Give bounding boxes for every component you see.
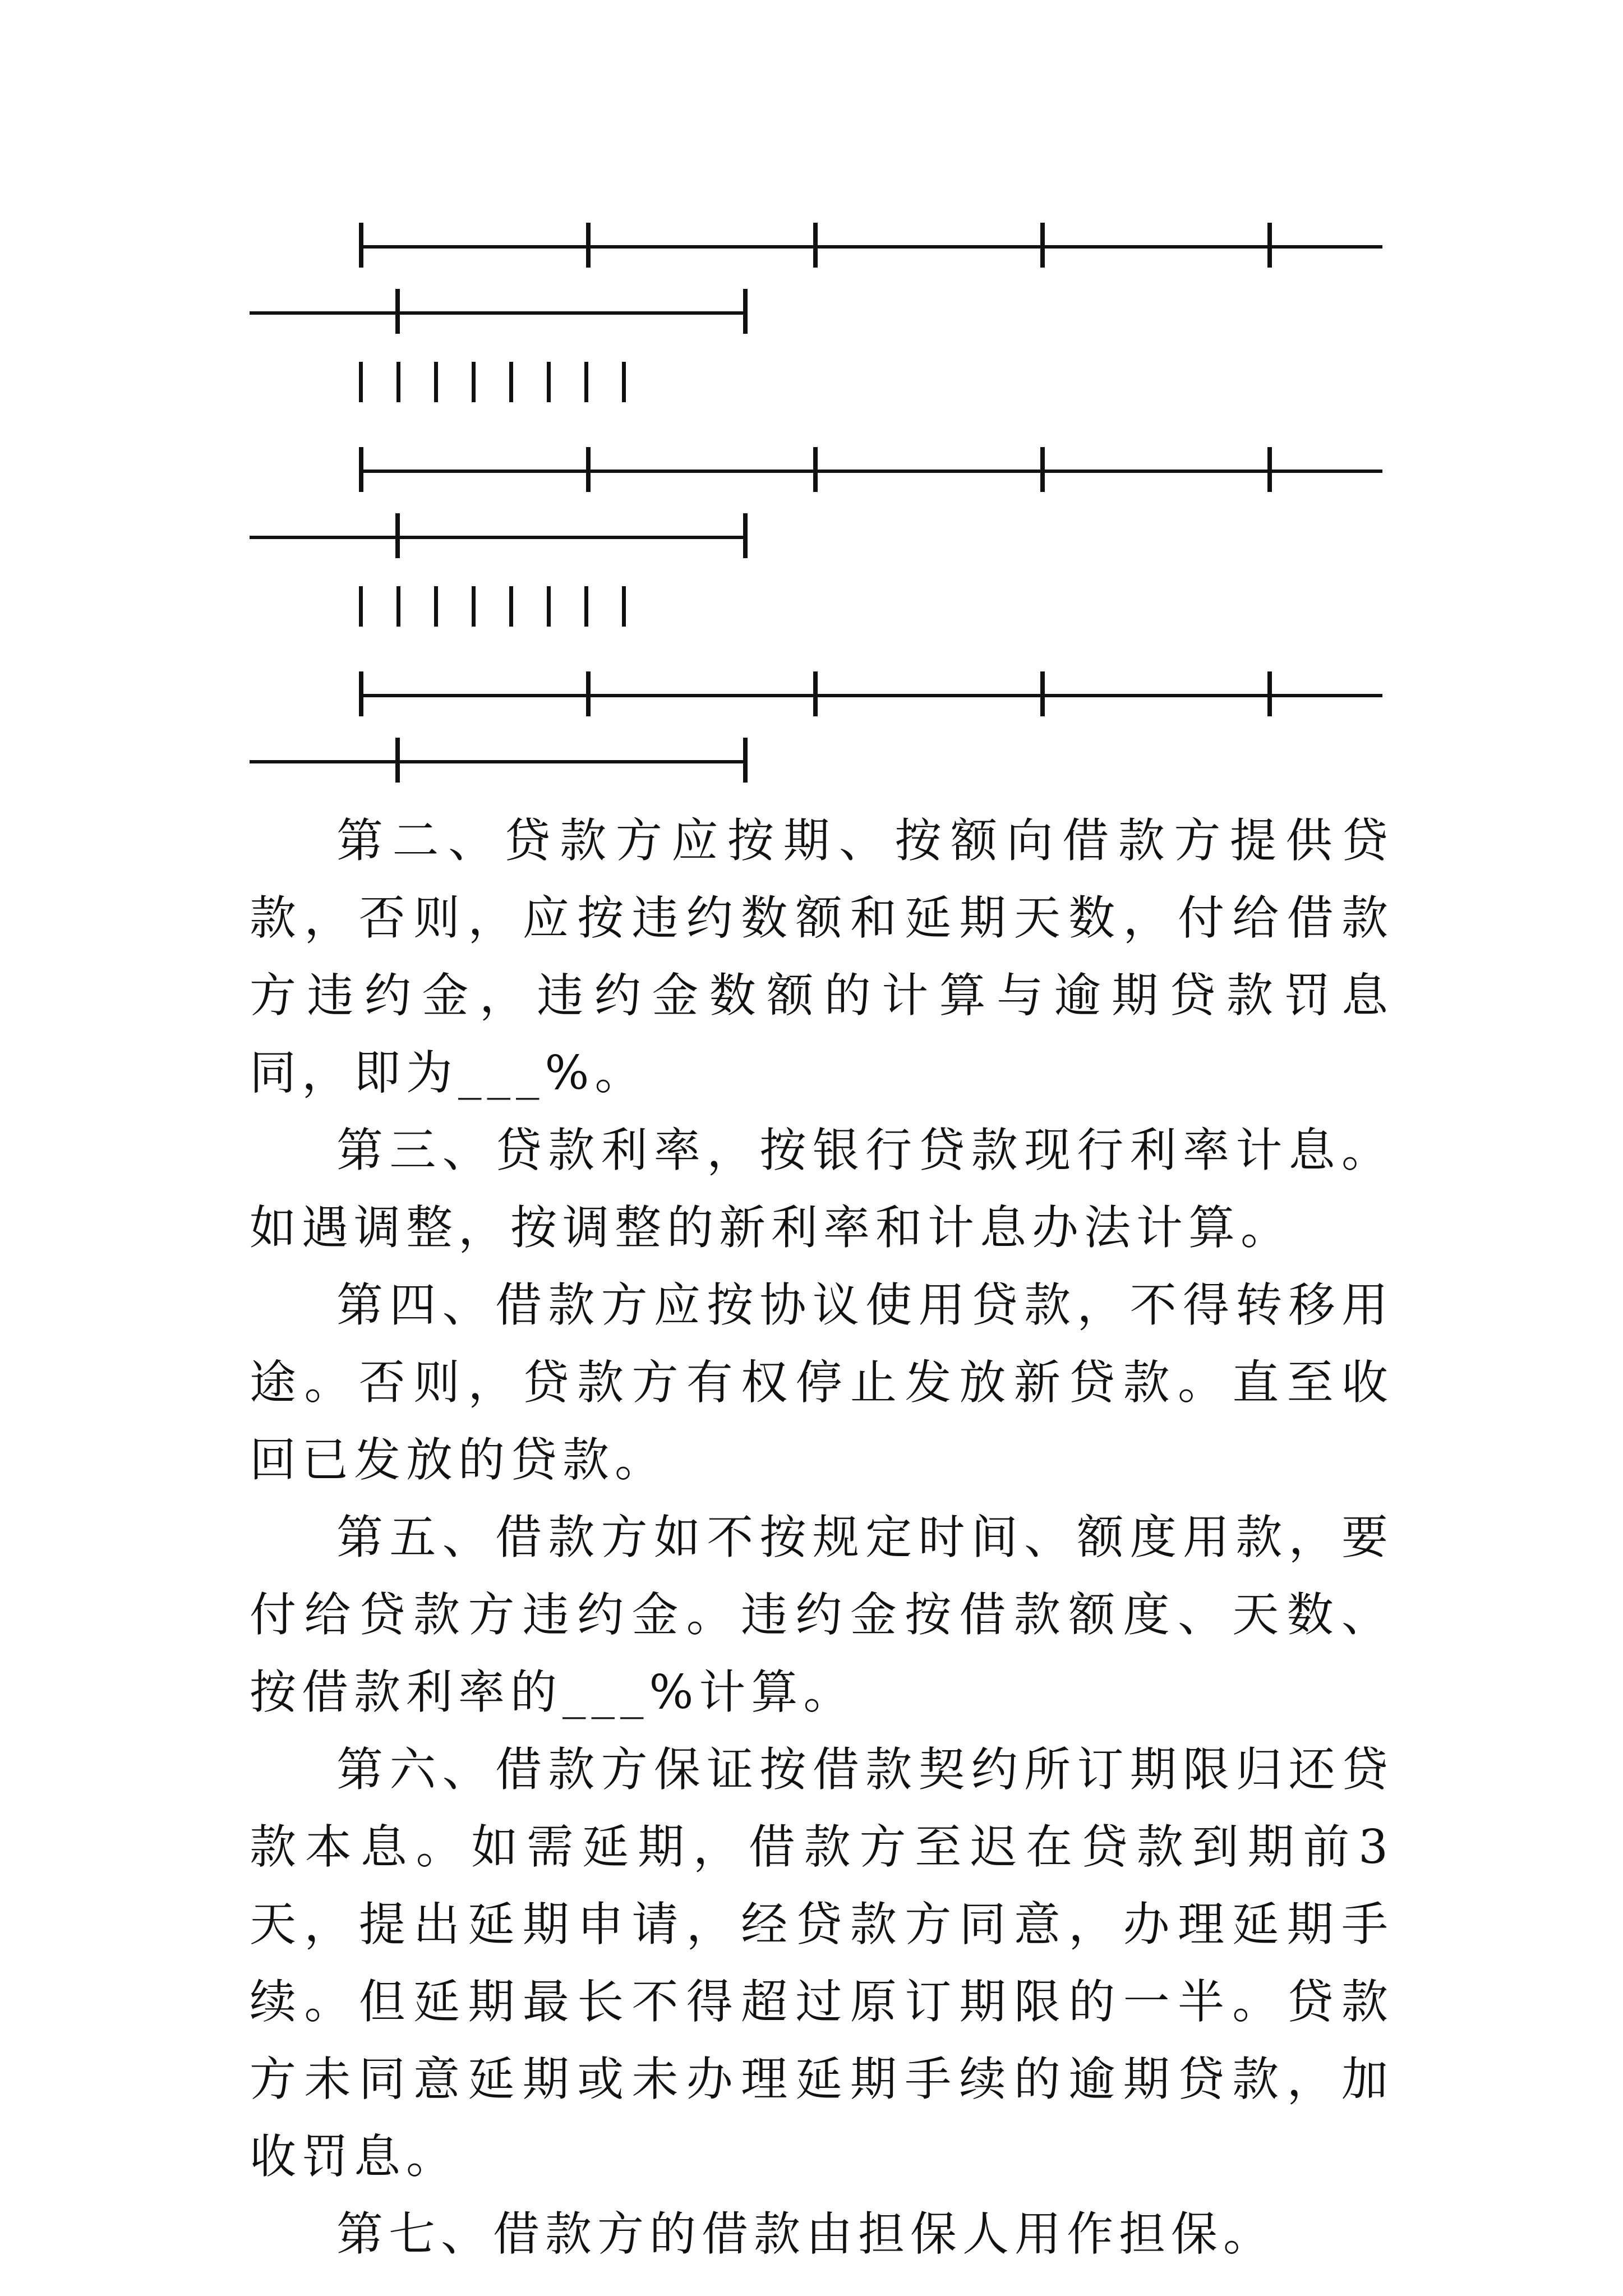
- table-tick-cont-0-b: [743, 289, 748, 334]
- table-cell-bar-1-6: [584, 586, 588, 627]
- table-cell-bar-0-1: [396, 362, 400, 402]
- table-cell-bar-1-7: [622, 586, 626, 627]
- table-tick-top-1-1: [586, 447, 591, 492]
- table-cell-bar-1-2: [434, 586, 438, 627]
- table-tick-top-0-4: [1267, 223, 1272, 268]
- table-tick-top-0-3: [1040, 223, 1045, 268]
- table-cell-bar-1-3: [472, 586, 476, 627]
- table-cell-bar-1-4: [509, 586, 513, 627]
- table-rule-top-2: [359, 694, 1382, 697]
- article-6: 第六、借款方保证按借款契约所订期限归还贷款本息。如需延期，借款方至迟在贷款到期前3天，提出延期申请，经贷款方同意，办理延期手续。但延期最长不得超过原订期限的一半。贷款方未同意延期或未办理延期手续的逾期贷款，加收罚息。: [250, 1742, 1394, 2184]
- table-cell-bar-0-6: [584, 362, 588, 402]
- article-7: 第七、借款方的借款由担保人用作担保。: [336, 2207, 1275, 2261]
- article-3: 第三、贷款利率，按银行贷款现行利率计息。如遇调整，按调整的新利率和计息办法计算。: [250, 1123, 1394, 1255]
- table-tick-top-1-0: [359, 447, 363, 492]
- table-cell-bar-0-7: [622, 362, 626, 402]
- table-rule-top-0: [359, 245, 1382, 249]
- table-rule-top-1: [359, 470, 1382, 473]
- table-tick-top-0-2: [813, 223, 818, 268]
- table-cell-bar-1-5: [547, 586, 551, 627]
- table-cell-bar-0-3: [472, 362, 476, 402]
- article-5: 第五、借款方如不按规定时间、额度用款，要付给贷款方违约金。违约金按借款额度、天数、按借款利率的___%计算。: [250, 1510, 1394, 1719]
- table-cell-bar-0-0: [359, 362, 363, 402]
- table-tick-top-1-4: [1267, 447, 1272, 492]
- table-rule-cont-2: [250, 760, 743, 763]
- table-tick-cont-1-b: [743, 513, 748, 558]
- table-cell-bar-1-1: [396, 586, 400, 627]
- table-tick-cont-1-a: [395, 513, 400, 558]
- table-rule-cont-0: [250, 311, 743, 315]
- table-tick-cont-2-b: [743, 738, 748, 783]
- table-cell-bar-0-4: [509, 362, 513, 402]
- article-2: 第二、贷款方应按期、按额向借款方提供贷款，否则，应按违约数额和延期天数，付给借款方违约金，违约金数额的计算与逾期贷款罚息同，即为___%。: [250, 813, 1394, 1100]
- table-tick-top-2-3: [1040, 671, 1045, 716]
- table-tick-cont-0-a: [395, 289, 400, 334]
- table-rule-cont-1: [250, 536, 743, 539]
- table-cell-bar-0-2: [434, 362, 438, 402]
- table-cell-bar-0-5: [547, 362, 551, 402]
- table-tick-top-0-1: [586, 223, 591, 268]
- table-tick-top-2-4: [1267, 671, 1272, 716]
- table-tick-top-2-1: [586, 671, 591, 716]
- table-tick-top-1-2: [813, 447, 818, 492]
- article-4: 第四、借款方应按协议使用贷款，不得转移用途。否则，贷款方有权停止发放新贷款。直至收回已发放的贷款。: [250, 1278, 1394, 1487]
- table-tick-top-2-0: [359, 671, 363, 716]
- table-cell-bar-1-0: [359, 586, 363, 627]
- table-tick-cont-2-a: [395, 738, 400, 783]
- table-tick-top-0-0: [359, 223, 363, 268]
- table-tick-top-2-2: [813, 671, 818, 716]
- table-tick-top-1-3: [1040, 447, 1045, 492]
- contract-articles: [250, 802, 1394, 2273]
